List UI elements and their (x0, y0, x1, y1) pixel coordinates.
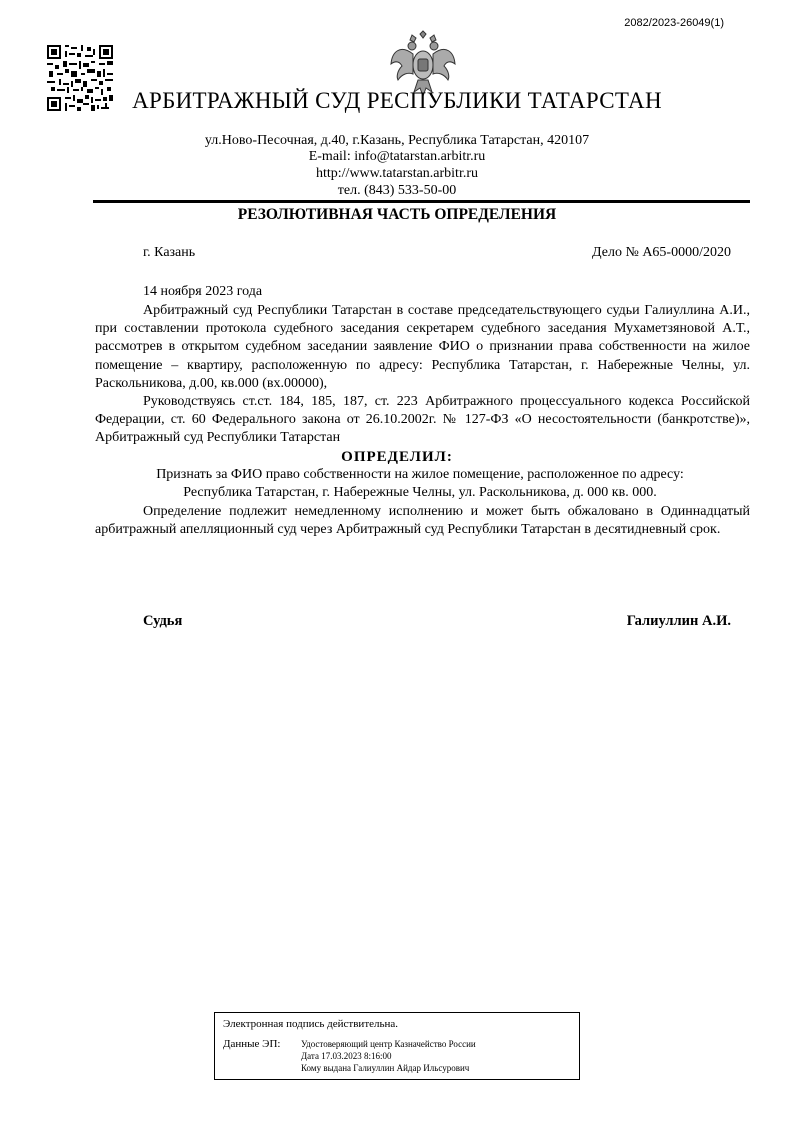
judge-label: Судья (143, 613, 183, 629)
court-email: E-mail: info@tatarstan.arbitr.ru (308, 149, 486, 164)
header-divider (93, 200, 750, 203)
appeal-paragraph: Определение подлежит немедленному исполнению и может быть обжаловано в Одиннадцатый арбитражный апелляционный суд через Арбитражный суд Республики Татарстан в десятидневный срок. (95, 504, 750, 538)
electronic-signature-box (214, 1012, 580, 1080)
signature-valid-text: Электронная подпись действительна. (223, 1018, 399, 1030)
judge-name: Галиуллин А.И. (626, 613, 731, 629)
court-name: АРБИТРАЖНЫЙ СУД РЕСПУБЛИКИ ТАТАРСТАН (132, 88, 662, 113)
document-date: 14 ноября 2023 года (143, 284, 263, 299)
document-number: 2082/2023-26049(1) (624, 17, 724, 29)
signature-data-label: Данные ЭП: (223, 1038, 281, 1050)
case-number: Дело № А65-0000/2020 (592, 245, 731, 260)
court-phone: тел. (843) 533-50-00 (337, 183, 457, 198)
court-address: ул.Ново-Песочная, д.40, г.Казань, Республика Татарстан, 420107 (204, 133, 590, 148)
document-title: РЕЗОЛЮТИВНАЯ ЧАСТЬ ОПРЕДЕЛЕНИЯ (237, 206, 557, 223)
legal-basis-paragraph: Руководствуясь ст.ст. 184, 185, 187, ст. 223 Арбитражного процессуального кодекса Российской Федерации, ст. 60 Федерального закона от 26.10.2002г. № 127-ФЗ «О несостоятельности (банкротстве)», Арбитражный суд Республики Татарстан (95, 394, 750, 446)
court-website: http://www.tatarstan.arbitr.ru (316, 166, 478, 181)
signature-owner: Кому выдана Галиуллин Айдар Ильсурович (301, 1063, 470, 1073)
intro-paragraph: Арбитражный суд Республики Татарстан в составе председательствующего судьи Галиуллина А.И., при составлении протокола судебного заседания секретарем судебного заседания Мухаметзяновой А.Т., рассмотрев в открытом судебном заседании заявление ФИО о признании права собственности на жилое помещение – квартиру, расположенную по адресу: Республика Татарстан, г. Набережные Челны, ул. Раскольникова, д.00, кв.000 (вх.00000), (95, 303, 750, 391)
signature-issuer: Удостоверяющий центр Казначейство России (301, 1039, 476, 1049)
determined-heading: ОПРЕДЕЛИЛ: (341, 449, 453, 465)
resolution-line-1: Признать за ФИО право собственности на жилое помещение, расположенное по адресу: (156, 467, 684, 482)
body-text (95, 302, 750, 448)
resolution-line-2: Республика Татарстан, г. Набережные Челны, ул. Раскольникова, д. 000 кв. 000. (183, 485, 657, 500)
signature-date: Дата 17.03.2023 8:16:00 (301, 1051, 392, 1061)
appeal-text (95, 503, 750, 539)
city: г. Казань (143, 245, 196, 260)
